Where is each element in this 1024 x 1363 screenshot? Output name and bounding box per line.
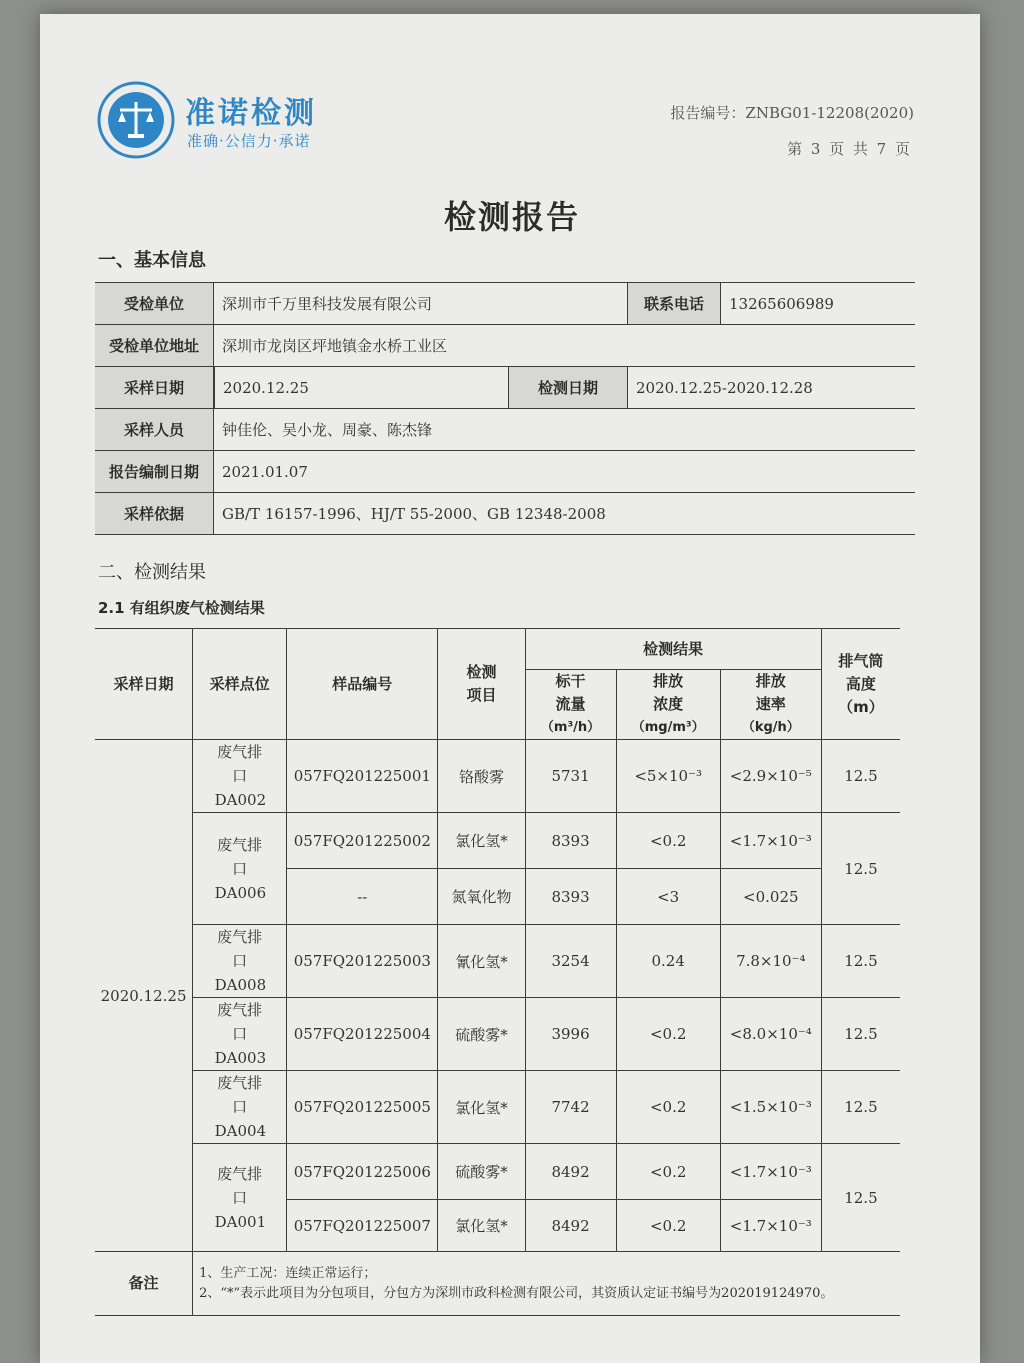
- col-header-item: 检测项目: [438, 629, 525, 740]
- notes-label: 备注: [95, 1252, 193, 1316]
- table-row-notes: [95, 1252, 900, 1316]
- report-number: 报告编号：ZNBG01-12208(2020): [670, 104, 914, 122]
- company-logo: [96, 80, 176, 160]
- note-2: 2、“*”表示此项目为分包项目，分包方为深圳市政科检测有限公司，其资质认定证书编号为202019124970。: [199, 1285, 834, 1301]
- info-label: 采样依据: [95, 493, 214, 535]
- cell-item: 氮氧化物: [438, 869, 525, 925]
- col-header-date: 采样日期: [95, 629, 193, 740]
- info-value: 深圳市千万里科技发展有限公司: [214, 283, 628, 325]
- cell-height: 12.5: [821, 1144, 900, 1252]
- cell-height: 12.5: [821, 925, 900, 998]
- info-value: GB/T 16157-1996、HJ/T 55-2000、GB 12348-2008: [214, 493, 916, 535]
- cell-point: 废气排口DA002: [193, 740, 287, 813]
- table-row: [95, 925, 900, 998]
- basic-info-table: [95, 282, 915, 535]
- info-value: 深圳市龙岗区坪地镇金水桥工业区: [214, 325, 916, 367]
- cell-flow: 7742: [525, 1071, 616, 1144]
- col-header-flow: 标干流量 （m³/h）: [525, 670, 616, 740]
- cell-rate: 7.8×10⁻⁴: [720, 925, 821, 998]
- cell-point: 废气排口DA008: [193, 925, 287, 998]
- cell-item: 氰化氢*: [438, 925, 525, 998]
- cell-date: 2020.12.25: [95, 740, 193, 1252]
- cell-conc: <0.2: [616, 813, 720, 869]
- cell-flow: 5731: [525, 740, 616, 813]
- col-header-results: 检测结果: [525, 629, 821, 670]
- table-row: [95, 325, 915, 367]
- cell-conc: <5×10⁻³: [616, 740, 720, 813]
- note-1: 1、生产工况：连续正常运行；: [199, 1265, 377, 1281]
- cell-item: 氯化氢*: [438, 813, 525, 869]
- cell-point: 废气排口DA004: [193, 1071, 287, 1144]
- cell-height: 12.5: [821, 740, 900, 813]
- info-value: 2021.01.07: [214, 451, 916, 493]
- section-results-heading: 二、检测结果: [98, 562, 206, 583]
- table-row: [95, 740, 900, 813]
- cell-rate: <1.7×10⁻³: [720, 813, 821, 869]
- table-row: [95, 367, 915, 409]
- cell-item: 氯化氢*: [438, 1200, 525, 1252]
- cell-conc: <0.2: [616, 1200, 720, 1252]
- cell-conc: <0.2: [616, 1071, 720, 1144]
- col-header-conc: 排放浓度 （mg/m³）: [616, 670, 720, 740]
- cell-flow: 8393: [525, 813, 616, 869]
- info-value: 2020.12.25-2020.12.28: [628, 367, 916, 408]
- cell-point: 废气排口DA001: [193, 1144, 287, 1252]
- cell-flow: 3254: [525, 925, 616, 998]
- cell-rate: <0.025: [720, 869, 821, 925]
- info-value: 钟佳伦、吴小龙、周豪、陈杰锋: [214, 409, 916, 451]
- page-title: 检测报告: [443, 198, 580, 236]
- cell-conc: <3: [616, 869, 720, 925]
- table-row: [95, 409, 915, 451]
- cell-conc: 0.24: [616, 925, 720, 998]
- col-header-point: 采样点位: [193, 629, 287, 740]
- cell-sample: 057FQ201225007: [287, 1200, 438, 1252]
- table-row: [95, 1071, 900, 1144]
- cell-sample: 057FQ201225004: [287, 998, 438, 1071]
- cell-height: 12.5: [821, 813, 900, 925]
- cell-rate: <8.0×10⁻⁴: [720, 998, 821, 1071]
- cell-sample: 057FQ201225002: [287, 813, 438, 869]
- section-basic-heading: 一、基本信息: [98, 250, 206, 271]
- table-row: [95, 813, 900, 869]
- col-header-rate: 排放速率 （kg/h）: [720, 670, 821, 740]
- table-header-row: [95, 629, 900, 670]
- cell-point: 废气排口DA003: [193, 998, 287, 1071]
- cell-sample: 057FQ201225006: [287, 1144, 438, 1200]
- cell-conc: <0.2: [616, 1144, 720, 1200]
- cell-flow: 8393: [525, 869, 616, 925]
- section-results-subheading: 2.1 有组织废气检测结果: [98, 599, 265, 617]
- cell-flow: 8492: [525, 1144, 616, 1200]
- info-label: 联系电话: [628, 283, 721, 325]
- cell-rate: <1.7×10⁻³: [720, 1200, 821, 1252]
- table-row: [95, 451, 915, 493]
- cell-sample: 057FQ201225005: [287, 1071, 438, 1144]
- cell-item: 氯化氢*: [438, 1071, 525, 1144]
- col-header-height: 排气筒高度（m）: [821, 629, 900, 740]
- info-value: 2020.12.25: [215, 367, 509, 408]
- col-header-sample: 样品编号: [287, 629, 438, 740]
- cell-sample: 057FQ201225001: [287, 740, 438, 813]
- info-label: 检测日期: [509, 367, 628, 408]
- table-row: [95, 283, 915, 325]
- cell-height: 12.5: [821, 1071, 900, 1144]
- cell-rate: <1.7×10⁻³: [720, 1144, 821, 1200]
- info-label: 报告编制日期: [95, 451, 214, 493]
- cell-flow: 8492: [525, 1200, 616, 1252]
- cell-rate: <2.9×10⁻⁵: [720, 740, 821, 813]
- info-value: 13265606989: [721, 283, 916, 325]
- table-row: [95, 493, 915, 535]
- page-number: 第 3 页 共 7 页: [787, 140, 912, 158]
- company-slogan: 准确·公信力·承诺: [187, 132, 311, 150]
- info-label: 受检单位: [95, 283, 214, 325]
- cell-height: 12.5: [821, 998, 900, 1071]
- company-name: 准诺检测: [185, 96, 317, 131]
- cell-item: 硫酸雾*: [438, 1144, 525, 1200]
- table-row: [95, 1144, 900, 1200]
- cell-flow: 3996: [525, 998, 616, 1071]
- info-label: 受检单位地址: [95, 325, 214, 367]
- table-row: [95, 998, 900, 1071]
- cell-sample: --: [287, 869, 438, 925]
- info-label: 采样人员: [95, 409, 214, 451]
- notes-content: [193, 1252, 900, 1316]
- cell-item: 铬酸雾: [438, 740, 525, 813]
- cell-conc: <0.2: [616, 998, 720, 1071]
- results-table: [95, 628, 900, 1316]
- cell-sample: 057FQ201225003: [287, 925, 438, 998]
- cell-rate: <1.5×10⁻³: [720, 1071, 821, 1144]
- cell-point: 废气排口DA006: [193, 813, 287, 925]
- cell-item: 硫酸雾*: [438, 998, 525, 1071]
- info-label: 采样日期: [95, 367, 214, 409]
